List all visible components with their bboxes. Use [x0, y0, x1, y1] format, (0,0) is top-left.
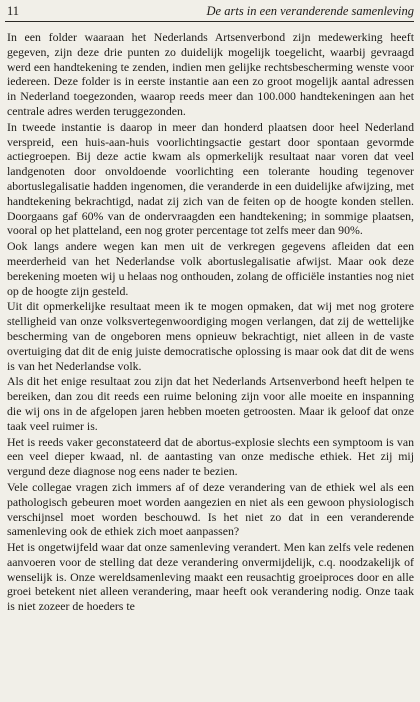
body-text: [7, 30, 414, 614]
paragraph: Het is reeds vaker geconstateerd dat de abortus-explosie slechts een symptoom is van een veel dieper kwaad, nl. de aantasting van onze medische ethiek. Het zij mij vergund deze diagnose nog eens nader te bezien.: [7, 434, 414, 479]
paragraph: In tweede instantie is daarop in meer dan honderd plaatsen door heel Nederland verspreid, een huis-aan-huis voorlichtingsactie gestart door spontaan gevormde actiegroepen. Bij deze actie kwam als opmerkelijk resultaat naar voren dat veel landgenoten door onvoldoende voorlichting een tolerante houding tegenover abortuslegalisatie hadden ingenomen, die veranderde in een duidelijke afwijzing, met handtekening bekrachtigd, nadat zij zich van de feiten op de hoogte konden stellen. Doorgaans gaf 60% van de ondervraagden een handtekening; in sommige plaatsen, vooral op het platteland, een nog groter percentage tot zelfs meer dan 90%.: [7, 119, 414, 238]
paragraph: Uit dit opmerkelijke resultaat meen ik te mogen opmaken, dat wij met nog grotere stelligheid van onze volksvertegenwoordiging mogen verlangen, dat zij de wettelijke bescherming van de ongeboren mens opnieuw bekrachtigt, niet alleen in de vaste overtuiging dat dit de enig juiste democratische oplossing is maar ook dat dit de wens is van het Nederlandse volk.: [7, 299, 414, 373]
paragraph: Ook langs andere wegen kan men uit de verkregen gegevens afleiden dat een meerderheid van het Nederlandse volk abortuslegalisatie afwijst. Maar ook deze berekening moeten wij u helaas nog onthouden, zolang de officiële instanties nog niet op de hoogte zijn gesteld.: [7, 239, 414, 298]
page-number: 11: [7, 4, 20, 18]
running-title: De arts in een veranderende samenleving: [206, 4, 414, 18]
paragraph: Het is ongetwijfeld waar dat onze samenleving verandert. Men kan zelfs vele redenen aanvoeren voor de stelling dat deze verandering onvermijdelijk, c.q. noodzakelijk of wenselijk is. Onze wereldsamenleving maakt een reusachtig groeiproces door en alle groei betekent niet alleen verandering, maar heeft ook verandering nodig. Onze taak is niet zozeer de hoeders te: [7, 540, 414, 614]
paragraph: Vele collegae vragen zich immers af of deze verandering van de ethiek wel als een pathologisch gebeuren moet worden aangezien en niet als een gewoon physiologisch verschijnsel moet worden beschouwd. Is het niet zo dat in een veranderende samenleving ook de ethiek zich moet aanpassen?: [7, 479, 414, 539]
running-head: [5, 3, 414, 22]
paragraph: Als dit het enige resultaat zou zijn dat het Nederlands Artsenverbond heeft helpen te bereiken, dan zou dit reeds een ruime beloning zijn voor alle moeite en inspanning die wij ons in de afgelopen jaren hebben moeten getroosten. Maar ik geloof dat onze taak veel ruimer is.: [7, 374, 414, 433]
paragraph: In een folder waaraan het Nederlands Artsenverbond zijn medewerking heeft gegeven, zijn deze drie punten zo duidelijk mogelijk toegelicht, waarbij gevraagd werd een handtekening te zenden, indien men gelijke rechtsbescherming wenste voor iedereen. Deze folder is in eerste instantie aan een zo groot mogelijk aantal adressen in Nederland toegezonden, waarop reeds meer dan 100.000 handtekeningen aan het centrale adres werden teruggezonden.: [7, 30, 414, 118]
